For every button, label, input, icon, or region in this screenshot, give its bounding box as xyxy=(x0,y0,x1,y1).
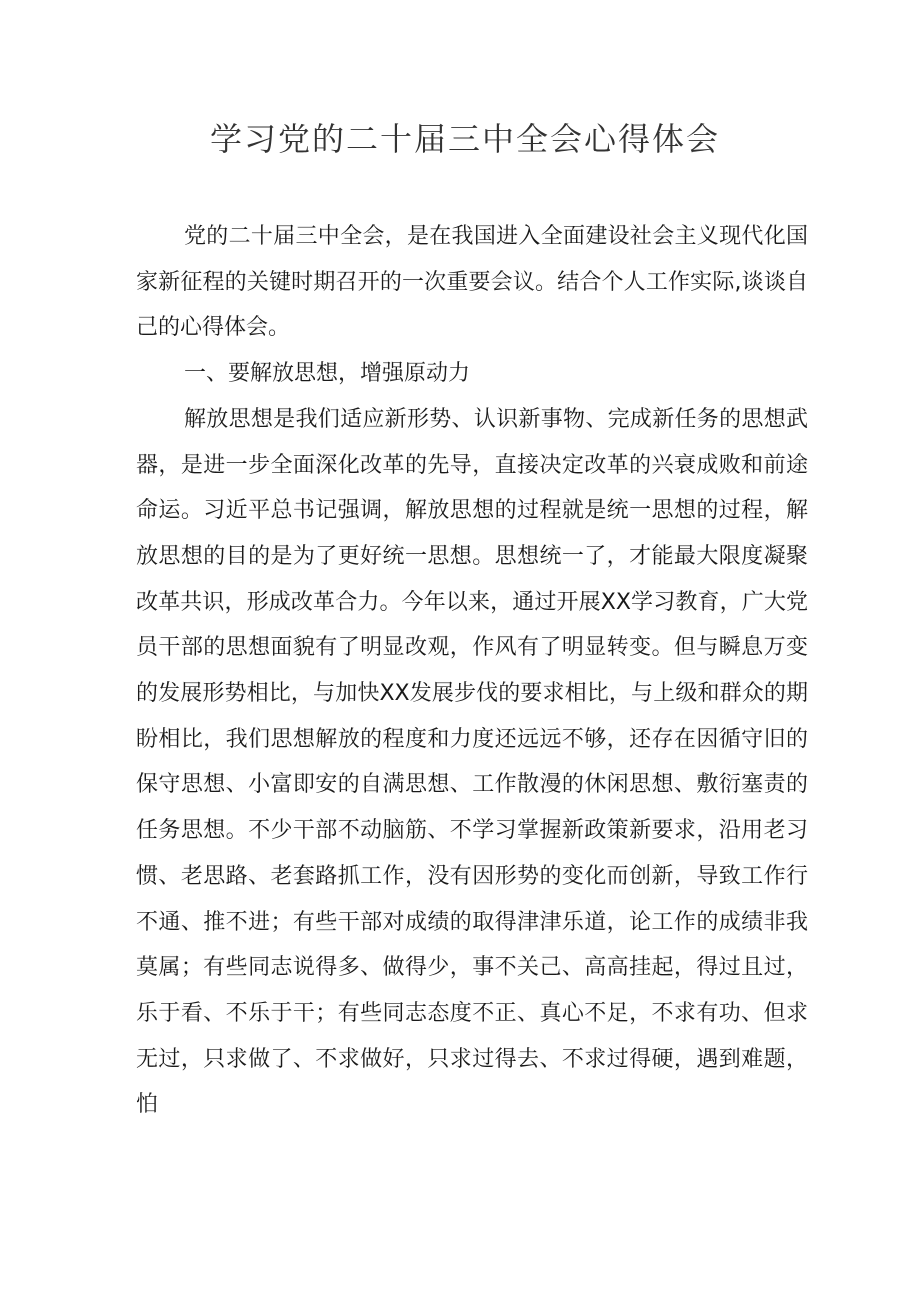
document-title: 学习党的二十届三中全会心得体会 xyxy=(209,120,720,158)
paragraph-intro: 党的二十届三中全会，是在我国进入全面建设社会主义现代化国家新征程的关键时期召开的一次重要会议。结合个人工作实际,谈谈自己的心得体会。 xyxy=(136,224,808,341)
document-body xyxy=(136,214,808,1128)
section-heading: 一、要解放思想，增强原动力 xyxy=(184,361,471,387)
paragraph-section-1: 解放思想是我们适应新形势、认识新事物、完成新任务的思想武器，是进一步全面深化改革的先导，直接决定改革的兴衰成败和前途命运。习近平总书记强调，解放思想的过程就是统一思想的过程，解放思想的目的是为了更好统一思想。思想统一了，才能最大限度凝聚改革共识，形成改革合力。今年以来，通过开展XX学习教育，广大党员干部的思想面貌有了明显改观，作风有了明显转变。但与瞬息万变的发展形势相比，与加快XX发展步伐的要求相比，与上级和群众的期盼相比，我们思想解放的程度和力度还远远不够，还存在因循守旧的保守思想、小富即安的自满思想、工作散漫的休闲思想、敷衍塞责的任务思想。不少干部不动脑筋、不学习掌握新政策新要求，沿用老习惯、老思路、老套路抓工作，没有因形势的变化而创新，导致工作行不通、推不进；有些干部对成绩的取得津津乐道，论工作的成绩非我莫属；有些同志说得多、做得少，事不关己、高高挂起，得过且过，乐于看、不乐于干；有些同志态度不正、真心不足，不求有功、但求无过，只求做了、不求做好，只求过得去、不求过得硬，遇到难题，怕 xyxy=(136,406,808,1118)
